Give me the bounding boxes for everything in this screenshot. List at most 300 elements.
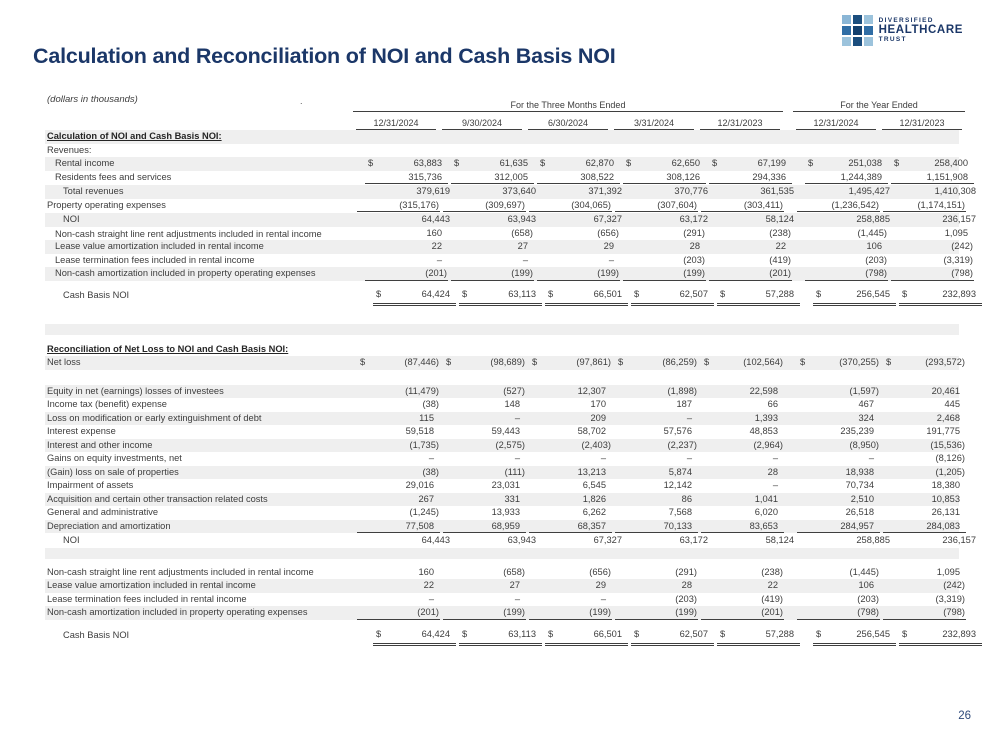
cell-value: 191,775: [926, 426, 960, 436]
table-spacer-row: [45, 370, 959, 385]
logo-square: [864, 26, 873, 35]
cell-value: 28: [689, 241, 700, 251]
cell-value: 22: [767, 580, 778, 590]
table-cell: [613, 479, 699, 493]
cell-value: 63,943: [507, 535, 536, 545]
cell-value: –: [772, 453, 778, 463]
table-cell: [889, 157, 975, 171]
table-cell: [441, 356, 527, 370]
table-cell: [795, 566, 881, 580]
cell-value: 6,262: [582, 507, 606, 517]
cell-value: (798): [951, 268, 973, 278]
table-cell: [881, 385, 967, 399]
table-cell: [715, 628, 801, 643]
cell-value: (199): [511, 268, 533, 278]
table-row: [45, 171, 968, 185]
cell-value: 1,393: [754, 412, 778, 423]
table-cell: [449, 267, 535, 281]
table-cell: [811, 213, 897, 227]
cell-value: (98,689): [490, 357, 525, 367]
cell-value: 2,468: [936, 412, 960, 423]
table-cell: [363, 227, 449, 241]
cell-value: 315,736: [408, 171, 442, 182]
table-row: [45, 493, 959, 507]
cell-value: 57,288: [765, 289, 794, 299]
table-cell: [613, 412, 699, 426]
table-cell: [795, 398, 881, 412]
table-spacer-row: [45, 335, 959, 343]
cell-value: (199): [589, 607, 611, 617]
table-cell: [613, 385, 699, 399]
row-label: Non-cash straight line rent adjustments included in rental income: [55, 228, 322, 239]
dollar-sign: $: [462, 289, 468, 299]
cell-value: 371,392: [588, 186, 622, 196]
row-label: Equity in net (earnings) losses of investees: [47, 385, 224, 396]
table-cell: [441, 520, 527, 534]
cell-value: 361,535: [760, 186, 794, 196]
table-cell: [715, 534, 801, 548]
row-label: Cash Basis NOI: [63, 630, 130, 640]
table-cell: [889, 254, 975, 268]
cell-value: 258,400: [934, 158, 968, 168]
cell-value: 467: [858, 399, 874, 409]
cell-value: (419): [761, 593, 783, 604]
dollar-sign: $: [634, 629, 640, 639]
table-cell: [441, 452, 527, 466]
table-cell: [535, 267, 621, 281]
table-spacer-row: [45, 307, 959, 324]
table-cell: [355, 520, 441, 534]
table-cell: [881, 520, 967, 534]
company-logo: [842, 15, 963, 46]
cell-value: (315,176): [399, 199, 439, 210]
table-cell: [881, 452, 967, 466]
cell-value: –: [514, 412, 520, 423]
cell-value: 29: [595, 580, 606, 590]
cell-value: 235,239: [840, 426, 874, 436]
logo-square: [842, 37, 851, 46]
cell-value: (242): [943, 580, 965, 590]
cell-value: –: [686, 412, 692, 423]
dollar-sign: $: [886, 357, 892, 367]
logo-line1: DIVERSIFIED: [878, 16, 934, 24]
row-label: Lease value amortization included in rental income: [55, 241, 264, 251]
row-label: Interest and other income: [47, 439, 153, 450]
table-cell: [527, 520, 613, 534]
cell-value: 68,357: [577, 520, 606, 531]
table-cell: [441, 479, 527, 493]
cell-value: 70,133: [663, 520, 692, 531]
row-label: Total revenues: [63, 186, 124, 196]
table-cell: [535, 227, 621, 241]
cell-value: (2,575): [495, 439, 525, 450]
table-cell: [707, 240, 793, 254]
cell-value: (203): [865, 254, 887, 265]
table-row: [45, 240, 973, 254]
dollar-sign: $: [368, 158, 374, 168]
table-cell: [889, 171, 975, 185]
cell-value: 22: [431, 241, 442, 251]
cell-value: 64,443: [421, 214, 450, 224]
cell-value: 63,883: [413, 158, 442, 168]
cell-value: (1,236,542): [831, 199, 879, 210]
cell-value: (2,964): [753, 439, 783, 450]
cell-value: 256,545: [856, 629, 890, 639]
table-cell: [527, 199, 613, 213]
table-cell: [355, 466, 441, 480]
cell-value: (242): [951, 241, 973, 251]
table-cell: [355, 356, 441, 370]
dollar-sign: $: [704, 357, 710, 367]
table-cell: [441, 593, 527, 607]
table-cell: [795, 479, 881, 493]
row-label: Loss on modification or early extinguishment of debt: [47, 412, 262, 423]
table-cell: [613, 439, 699, 453]
table-cell: [613, 466, 699, 480]
table-cell: [613, 398, 699, 412]
cell-value: (2,237): [667, 439, 697, 450]
table-cell: [881, 566, 967, 580]
cell-value: 59,443: [491, 426, 520, 436]
cell-value: 57,576: [663, 426, 692, 436]
units-note: (dollars in thousands): [47, 94, 138, 105]
cell-value: 27: [509, 580, 520, 590]
cell-value: (201): [425, 268, 447, 278]
table-cell: [371, 628, 457, 643]
row-label: Interest expense: [47, 426, 116, 436]
table-cell: [699, 593, 785, 607]
row-label: Lease termination fees included in rental income: [47, 593, 247, 604]
cell-value: (1,174,151): [917, 199, 965, 210]
logo-square: [864, 15, 873, 24]
table-cell: [355, 479, 441, 493]
table-cell: [543, 628, 629, 643]
table-cell: [881, 199, 967, 213]
cell-value: –: [428, 593, 434, 604]
table-cell: [355, 593, 441, 607]
cell-value: 251,038: [848, 158, 882, 168]
cell-value: –: [522, 254, 528, 265]
cell-value: (1,597): [849, 385, 879, 396]
cell-value: 22,598: [749, 385, 778, 396]
table-row: [45, 385, 959, 399]
table-cell: [457, 628, 543, 643]
cell-value: 57,288: [765, 629, 794, 639]
cell-value: 13,933: [491, 507, 520, 517]
dollar-sign: $: [894, 158, 900, 168]
cell-value: (102,564): [743, 357, 783, 367]
logo-line3: TRUST: [878, 35, 907, 43]
cell-value: 66,501: [593, 289, 622, 299]
cell-value: (238): [761, 566, 783, 577]
cell-value: 68,959: [491, 520, 520, 531]
cell-value: –: [514, 593, 520, 604]
table-cell: [449, 254, 535, 268]
table-cell: [527, 566, 613, 580]
table-cell: [699, 425, 785, 439]
cell-value: (1,445): [849, 566, 879, 577]
cell-value: 58,702: [577, 426, 606, 436]
table-cell: [699, 566, 785, 580]
table-cell: [457, 213, 543, 227]
table-cell: [449, 240, 535, 254]
row-label: Calculation of NOI and Cash Basis NOI:: [47, 131, 222, 141]
table-cell: [449, 171, 535, 185]
cell-value: (798): [865, 268, 887, 278]
cell-value: 18,938: [845, 466, 874, 477]
cell-value: 67,199: [757, 158, 786, 168]
row-label: Depreciation and amortization: [47, 520, 171, 531]
dollar-sign: $: [712, 158, 718, 168]
table-cell: [449, 157, 535, 171]
dollar-sign: $: [808, 158, 814, 168]
table-cell: [441, 466, 527, 480]
table-row: [45, 506, 959, 520]
table-cell: [441, 566, 527, 580]
table-cell: [527, 385, 613, 399]
table-cell: [803, 157, 889, 171]
table-cell: [699, 439, 785, 453]
dollar-sign: $: [902, 289, 908, 299]
cell-value: (303,411): [743, 199, 783, 210]
table-cell: [881, 493, 967, 507]
cell-value: 1,041: [754, 493, 778, 504]
cell-value: 20,461: [931, 385, 960, 396]
column-group-header: For the Year Ended: [793, 100, 965, 112]
page-number: 26: [958, 710, 971, 722]
table-cell: [355, 199, 441, 213]
cell-value: (291): [683, 227, 705, 238]
cell-value: 67,327: [593, 214, 622, 224]
table-row: [45, 439, 965, 453]
column-group-header: For the Three Months Ended: [353, 100, 783, 112]
cell-value: –: [436, 254, 442, 265]
table-cell: [897, 185, 983, 199]
table-cell: [699, 479, 785, 493]
cell-value: (203): [857, 593, 879, 604]
logo-square: [853, 15, 862, 24]
row-label: Impairment of assets: [47, 480, 134, 490]
table-cell: [881, 506, 967, 520]
table-cell: [613, 506, 699, 520]
table-cell: [897, 628, 983, 643]
cell-value: 331: [504, 493, 520, 504]
dollar-sign: $: [634, 289, 640, 299]
cell-value: 64,424: [421, 629, 450, 639]
cell-value: –: [600, 593, 606, 604]
dollar-sign: $: [720, 629, 726, 639]
table-cell: [629, 213, 715, 227]
table-cell: [707, 254, 793, 268]
noi-reconciliation-table: [45, 92, 976, 647]
table-cell: [699, 606, 785, 620]
cell-value: (11,479): [405, 385, 439, 396]
column-header: 12/31/2024: [793, 118, 879, 130]
cell-value: 63,943: [507, 214, 536, 224]
table-row: [45, 227, 968, 241]
table-cell: [527, 506, 613, 520]
table-cell: [795, 425, 881, 439]
table-cell: [613, 606, 699, 620]
cell-value: 294,336: [752, 171, 786, 182]
cell-value: (199): [683, 268, 705, 278]
row-label: Property operating expenses: [47, 199, 166, 210]
table-cell: [707, 267, 793, 281]
table-row: [45, 593, 965, 607]
table-cell: [621, 254, 707, 268]
table-row: [45, 534, 976, 548]
dollar-sign: $: [376, 289, 382, 299]
cell-value: 28: [681, 580, 692, 590]
cell-value: 77,508: [405, 520, 434, 531]
table-cell: [371, 185, 457, 199]
row-label: General and administrative: [47, 507, 159, 517]
table-cell: [457, 185, 543, 199]
cell-value: 63,113: [508, 629, 536, 639]
cell-value: (527): [503, 385, 525, 396]
cell-value: 63,172: [679, 535, 708, 545]
cell-value: 1,244,389: [840, 171, 882, 182]
row-label: Residents fees and services: [55, 171, 172, 182]
table-cell: [795, 606, 881, 620]
table-cell: [535, 254, 621, 268]
cell-value: (86,259): [662, 357, 697, 367]
row-label: Net loss: [47, 357, 81, 367]
cell-value: 6,545: [582, 480, 606, 490]
logo-square: [853, 37, 862, 46]
cell-value: 27: [517, 241, 528, 251]
cell-value: 66: [767, 399, 778, 409]
table-cell: [881, 439, 967, 453]
cell-value: 379,619: [416, 186, 450, 196]
table-row: [45, 606, 965, 620]
table-cell: [355, 412, 441, 426]
table-cell: [621, 157, 707, 171]
cell-value: 86: [681, 493, 692, 504]
table-cell: [881, 593, 967, 607]
cell-value: 1,826: [582, 493, 606, 504]
cell-value: 66,501: [593, 629, 622, 639]
table-row: [45, 398, 959, 412]
cell-value: 62,650: [671, 158, 700, 168]
cell-value: 115: [419, 412, 434, 423]
table-cell: [371, 213, 457, 227]
table-cell: [699, 356, 785, 370]
cell-value: 232,893: [942, 629, 976, 639]
cell-value: 1,095: [936, 566, 960, 577]
table-cell: [889, 227, 975, 241]
table-cell: [613, 520, 699, 534]
table-cell: [699, 199, 785, 213]
cell-value: (798): [857, 607, 879, 617]
cell-value: (1,205): [935, 466, 965, 477]
table-row: [45, 144, 959, 158]
dollar-sign: $: [626, 158, 632, 168]
table-cell: [535, 157, 621, 171]
table-cell: [535, 240, 621, 254]
cell-value: 236,157: [942, 214, 976, 224]
table-row: [45, 425, 959, 439]
table-cell: [811, 628, 897, 643]
cell-value: 22: [775, 241, 786, 251]
cell-value: (3,319): [943, 254, 973, 265]
dollar-sign: $: [462, 629, 468, 639]
row-label: Acquisition and certain other transaction related costs: [47, 493, 268, 504]
dollar-sign: $: [548, 289, 554, 299]
cell-value: 6,020: [754, 507, 778, 517]
table-cell: [621, 267, 707, 281]
table-cell: [699, 520, 785, 534]
cell-value: 370,776: [674, 186, 708, 196]
table-spacer-row: [45, 559, 959, 566]
table-cell: [613, 566, 699, 580]
cell-value: 258,885: [856, 535, 890, 545]
cell-value: 209: [590, 412, 606, 423]
logo-square: [853, 26, 862, 35]
cell-value: (293,572): [925, 357, 965, 367]
logo-line2: HEALTHCARE: [878, 24, 963, 37]
cell-value: 2,510: [850, 493, 874, 504]
cell-value: 1,095: [944, 227, 968, 238]
cell-value: 267: [418, 493, 434, 504]
cell-value: 284,083: [926, 520, 960, 531]
logo-text: [879, 18, 963, 44]
cell-value: (1,445): [857, 227, 887, 238]
table-cell: [881, 356, 967, 370]
cell-value: –: [514, 453, 520, 463]
table-cell: [355, 506, 441, 520]
table-row: [45, 267, 973, 281]
dollar-sign: $: [532, 357, 538, 367]
cell-value: (2,403): [581, 439, 611, 450]
table-cell: [527, 452, 613, 466]
table-cell: [811, 185, 897, 199]
cell-value: (309,697): [485, 199, 525, 210]
table-cell: [881, 412, 967, 426]
table-cell: [715, 288, 801, 303]
table-cell: [795, 579, 881, 593]
cell-value: 148: [504, 399, 520, 409]
cell-value: 83,653: [749, 520, 778, 531]
table-cell: [795, 493, 881, 507]
cell-value: 48,853: [749, 426, 778, 436]
table-cell: [441, 606, 527, 620]
cell-value: (199): [675, 607, 697, 617]
table-row: [45, 579, 965, 593]
table-cell: [621, 171, 707, 185]
table-cell: [441, 412, 527, 426]
cell-value: 170: [590, 399, 606, 409]
table-cell: [795, 520, 881, 534]
cell-value: (304,065): [571, 199, 611, 210]
table-cell: [803, 254, 889, 268]
table-row: [45, 412, 959, 426]
table-cell: [363, 171, 449, 185]
cell-value: (1,898): [667, 385, 697, 396]
table-cell: [699, 385, 785, 399]
table-cell: [527, 412, 613, 426]
row-label: Gains on equity investments, net: [47, 453, 182, 463]
cell-value: 308,126: [666, 171, 700, 182]
table-cell: [881, 425, 967, 439]
cell-value: 12,307: [577, 385, 606, 396]
cell-value: –: [772, 480, 778, 490]
column-header: 12/31/2023: [697, 118, 783, 130]
column-header-row: [45, 112, 959, 130]
table-cell: [363, 254, 449, 268]
dollar-sign: $: [800, 357, 806, 367]
dollar-sign: $: [720, 289, 726, 299]
